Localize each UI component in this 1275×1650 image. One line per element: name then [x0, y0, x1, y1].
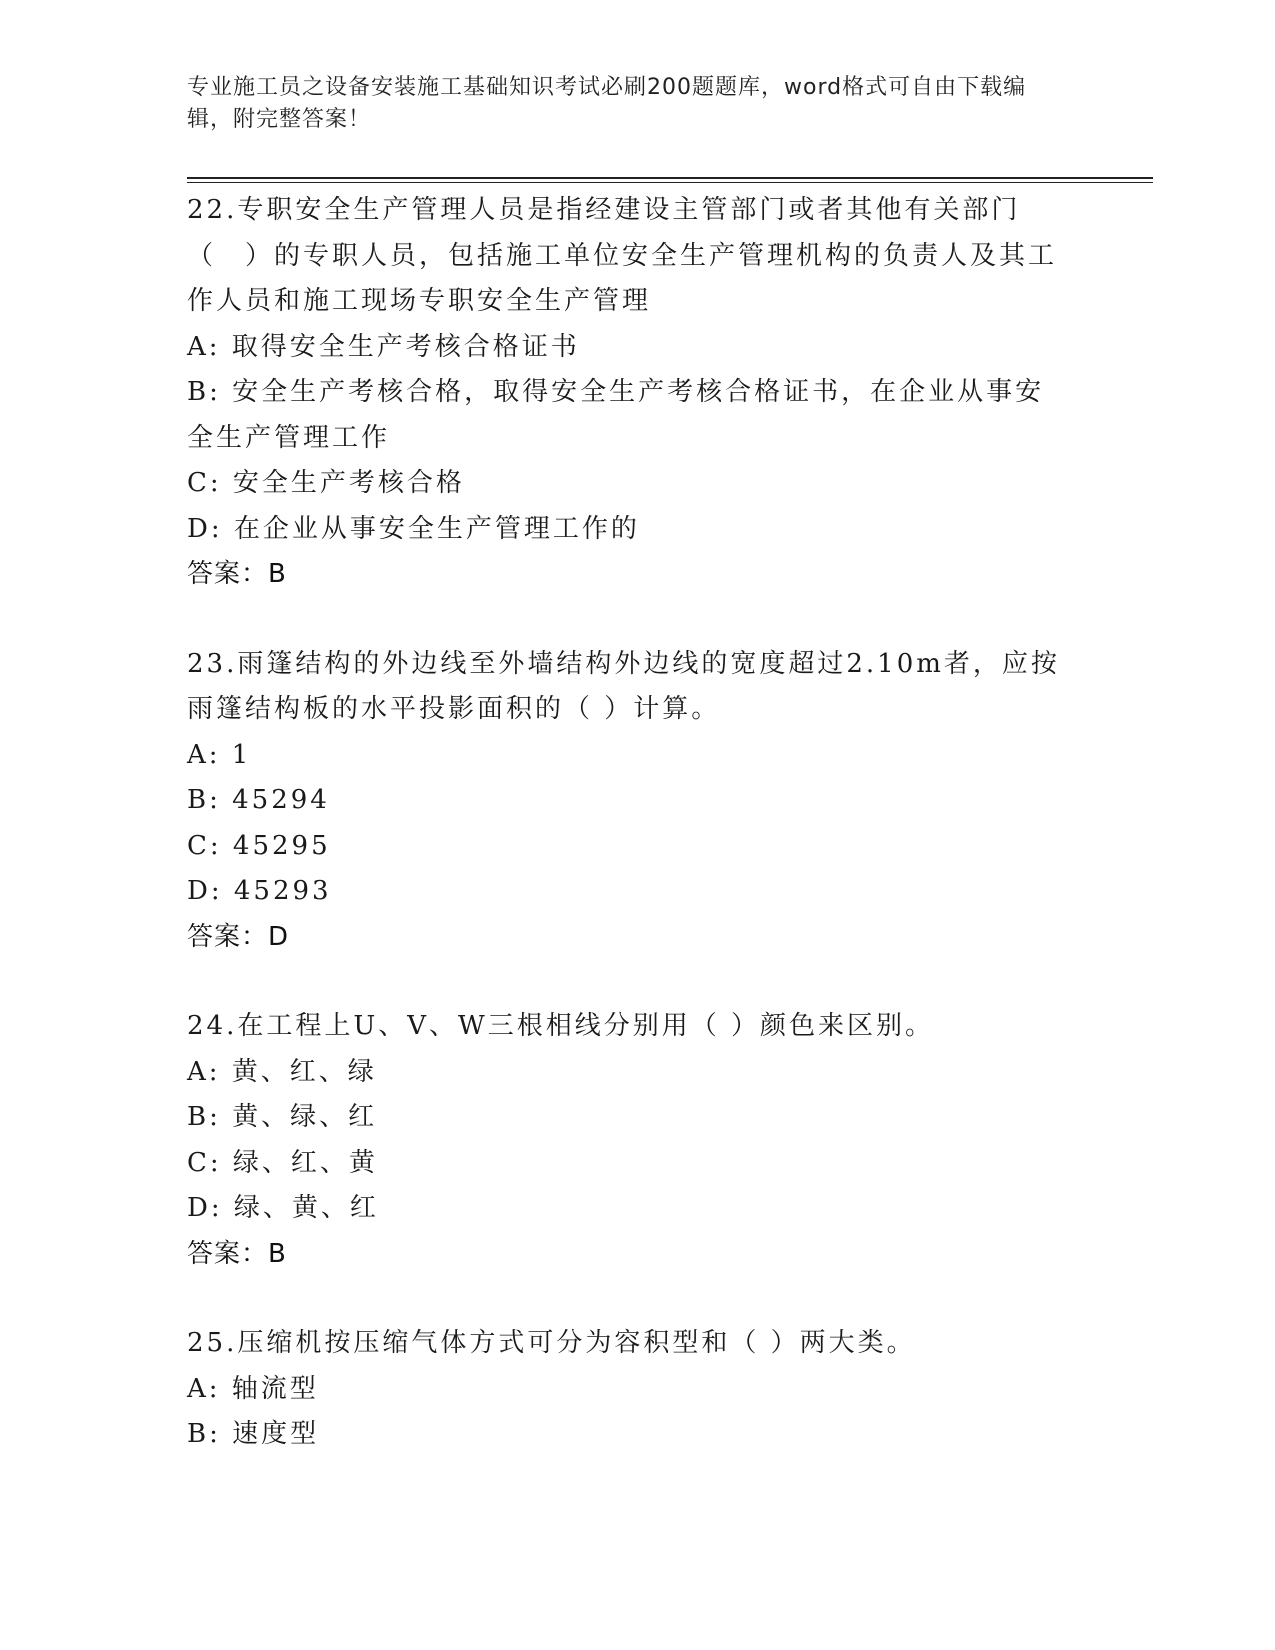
answer-label: 答案：D: [187, 921, 290, 952]
question-stem: [187, 1321, 1067, 1367]
question-number: 22.: [187, 195, 238, 225]
option-a: A: 黄、红、绿: [187, 1056, 377, 1087]
question-text: 雨篷结构的外边线至外墙结构外边线的宽度超过2.10m者，应按雨篷结构板的水平投影面积的（ ）计算。: [187, 648, 1060, 724]
option-b: B: 安全生产考核合格，取得安全生产考核合格证书，在企业从事安全生产管理工作: [187, 377, 1045, 453]
option-a: A: 1: [187, 739, 252, 770]
option-c: C: 安全生产考核合格: [187, 468, 465, 498]
question-stem: [187, 642, 1067, 733]
question-text: 专职安全生产管理人员是指经建设主管部门或者其他有关部门（ ）的专职人员，包括施工单位安全生产管理机构的负责人及其工作人员和施工现场专职安全生产管理: [187, 195, 1058, 316]
question-22: [187, 188, 1087, 598]
question-stem: [187, 1004, 1067, 1050]
question-number: 25.: [187, 1328, 238, 1358]
option-d: D: 在企业从事安全生产管理工作的: [187, 513, 640, 544]
question-number: 24.: [187, 1011, 238, 1041]
option-d: D: 绿、黄、红: [187, 1193, 379, 1223]
option-a: A: 取得安全生产考核合格证书: [187, 331, 580, 362]
answer-label: 答案：B: [187, 1238, 287, 1269]
option-b: B: 45294: [187, 785, 330, 815]
question-text: 压缩机按压缩气体方式可分为容积型和（ ）两大类。: [237, 1328, 916, 1358]
question-number: 23.: [187, 648, 238, 679]
option-c: C: 绿、红、黄: [187, 1147, 378, 1178]
question-list: [187, 188, 1087, 1502]
question-23: [187, 642, 1087, 961]
option-b: B: 速度型: [187, 1419, 320, 1449]
answer-label: 答案：B: [187, 559, 287, 589]
document-header-title: 专业施工员之设备安装施工基础知识考试必刷200题题库，word格式可自由下载编辑，附完整答案！: [187, 75, 1027, 132]
option-d: D: 45293: [187, 876, 332, 906]
question-24: [187, 1004, 1087, 1277]
header-divider-thick: [187, 177, 1153, 179]
option-b: B: 黄、绿、红: [187, 1102, 378, 1132]
question-text: 在工程上U、V、W三根相线分别用（ ）颜色来区别。: [237, 1011, 935, 1041]
question-25: [187, 1321, 1087, 1458]
option-c: C: 45295: [187, 830, 331, 861]
option-a: A: 轴流型: [187, 1373, 319, 1404]
header-divider-thin: [187, 182, 1153, 183]
question-stem: [187, 188, 1067, 325]
